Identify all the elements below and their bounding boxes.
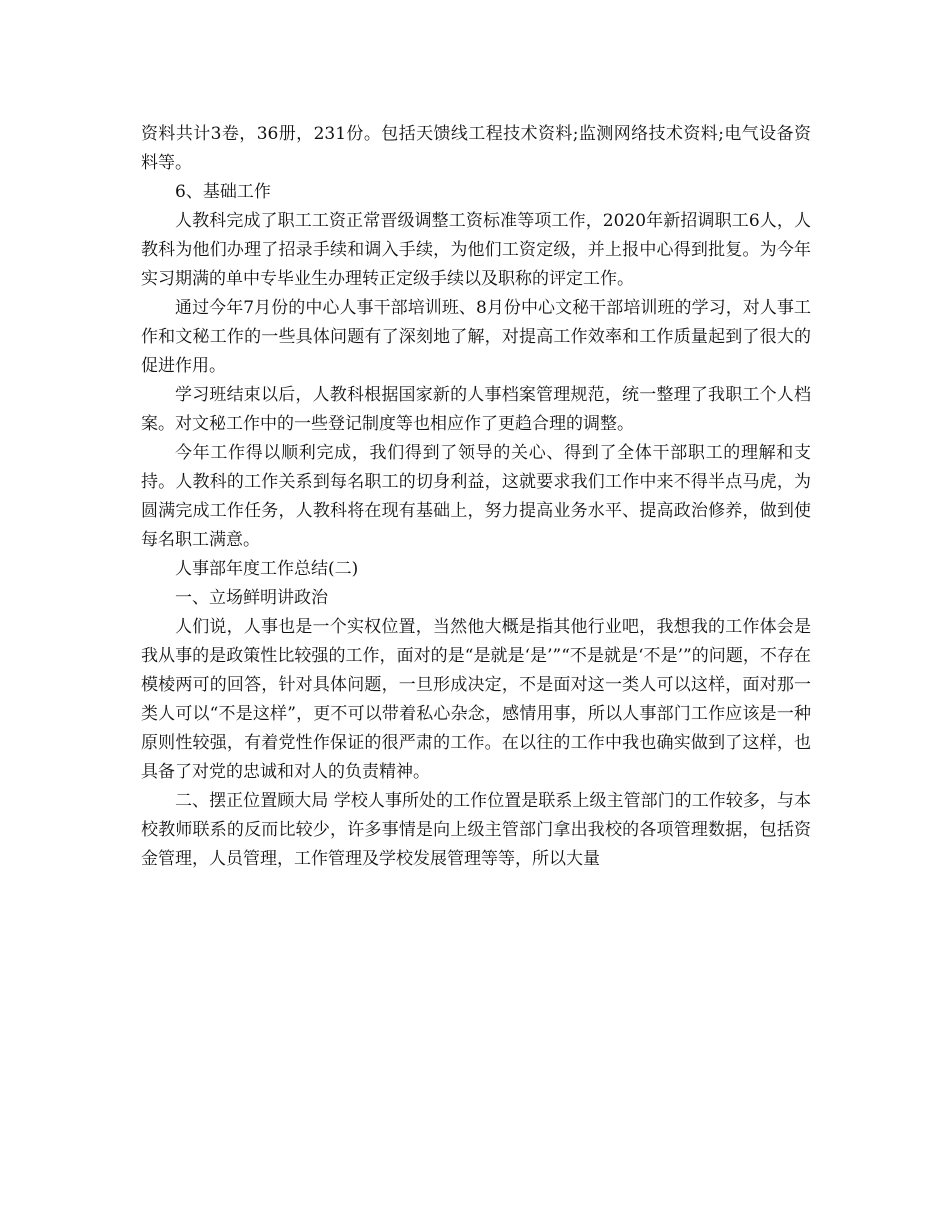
paragraph: 今年工作得以顺利完成，我们得到了领导的关心、得到了全体干部职工的理解和支持。人教科的工作关系到每名职工的切身利益，这就要求我们工作中来不得半点马虎，为圆满完成工作任务，人教科将在现有基础上，努力提高业务水平、提高政治修养，做到使每名职工满意。 [141,443,811,550]
paragraph: 人们说，人事也是一个实权位置，当然他大概是指其他行业吧，我想我的工作体会是我从事的是政策性比较强的工作，面对的是“是就是‘是’”“不是就是‘不是’”的问题，不存在模棱两可的回答，针对具体问题，一旦形成决定，不是面对这一类人可以这样，面对那一类人可以“不是这样”，更不可以带着私心杂念，感情用事，所以人事部门工作应该是一种原则性较强，有着党性作保证的很严肃的工作。在以往的工作中我也确实做到了这样，也具备了对党的忠诚和对人的负责精神。 [141,617,811,782]
paragraph: 通过今年7月份的中心人事干部培训班、8月份中心文秘干部培训班的学习，对人事工作和文秘工作的一些具体问题有了深刻地了解，对提高工作效率和工作质量起到了很大的促进作用。 [141,298,811,376]
section-heading: 6、基础工作 [175,182,271,202]
section-heading: 一、立场鲜明讲政治 [175,588,328,608]
paragraph: 二、摆正位置顾大局 学校人事所处的工作位置是联系上级主管部门的工作较多，与本校教师联系的反而比较少，许多事情是向上级主管部门拿出我校的各项管理数据，包括资金管理，人员管理，工作管理及学校发展管理等等，所以大量 [141,791,811,869]
document-body [141,120,811,874]
paragraph: 人教科完成了职工工资正常晋级调整工资标准等项工作，2020年新招调职工6人，人教科为他们办理了招录手续和调入手续，为他们工资定级，并上报中心得到批复。为今年实习期满的单中专毕业生办理转正定级手续以及职称的评定工作。 [141,211,811,289]
paragraph: 学习班结束以后，人教科根据国家新的人事档案管理规范，统一整理了我职工个人档案。对文秘工作中的一些登记制度等也相应作了更趋合理的调整。 [141,385,811,434]
paragraph: 资料共计3卷，36册，231份。包括天馈线工程技术资料;监测网络技术资料;电气设备资料等。 [141,124,811,173]
document-title: 人事部年度工作总结(二) [175,559,359,579]
